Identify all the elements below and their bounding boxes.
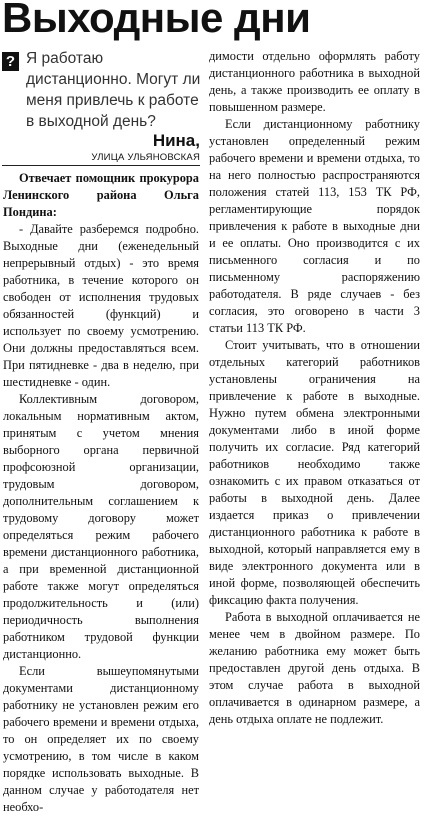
paragraph-continued: димости отдельно оформлять работу дистанционного работника в выходной день, а также производить ее оплату в повышенном размере. <box>209 49 420 114</box>
reader-question: Я работаю дистанционно. Могут ли меня привлечь к работе в выходной день? <box>26 50 201 130</box>
header-divider <box>2 165 200 166</box>
question-mark-icon: ? <box>2 52 19 71</box>
article-column-1 <box>3 170 199 816</box>
paragraph: Стоит учитывать, что в отношении отдельных категорий работников установлены ограничения на привлечение к работе в выходные. Нужно путем обмена электронными документами либо в иной форме получить их согласие. Ряд категорий работников необходимо также ознакомить с их правом отказаться от работы в выходной день. Далее издается приказ о привлечении дистанционного работника к работе в выходной, который направляется ему в виде электронного документа или в иной форме, позволяющей обеспечить фиксацию факта получения. <box>209 338 420 607</box>
paragraph: Работа в выходной оплачивается не менее чем в двойном размере. По желанию работника ему может быть предоставлен другой день отдыха. В этом случае работа в выходной оплачивается в одинарном размере, а день отдыха оплате не подлежит. <box>209 610 420 726</box>
paragraph: - Давайте разберемся подробно. Выходные дни (еженедельный непрерывный отдых) - это время работника, в течение которого он свободен от исполнения трудовых обязанностей (функций) и использует по своему усмотрению. Они должны предоставляться всем. При пятидневке - два в неделю, при шестидневке - один. <box>3 222 199 389</box>
paragraph: Если вышеупомянутыми документами дистанционному работнику не установлен режим его рабочего времени и времени отдыха, то он определяет их по своему усмотрению, в том числе в каком порядке использовать выходные. В данном случае у работодателя нет необхо- <box>3 664 199 814</box>
paragraph: Коллективным договором, локальным нормативным актом, принятым с учетом мнения выборного органа первичной профсоюзной организации, трудовым договором, дополнительным соглашением к трудовому договору может определяться режим рабочего времени дистанционного работника, а при временной дистанционной работе также могут определяться продолжительность и (или) периодичность выполнения работником трудовой функции дистанционно. <box>3 392 199 661</box>
article-title: Выходные дни <box>2 0 311 41</box>
article-column-2 <box>209 48 420 728</box>
author-street: УЛИЦА УЛЬЯНОВСКАЯ <box>91 152 200 163</box>
paragraph: Если дистанционному работнику установлен определенный режим рабочего времени и времени отдыха, то на него полностью распространяются положения статей 113, 153 ТК РФ, регламентирующие порядок привлечения к работе в выходные дни и ее оплаты. Оно производится с их письменного согласия и по письменному распоряжению работодателя. В ряде случаев - без согласия, это оговорено в части 3 статьи 113 ТК РФ. <box>209 117 420 335</box>
answer-intro: Отвечает помощник прокурора Ленинского района Ольга Пондина: <box>3 171 199 219</box>
question-author: Нина, <box>152 131 200 150</box>
